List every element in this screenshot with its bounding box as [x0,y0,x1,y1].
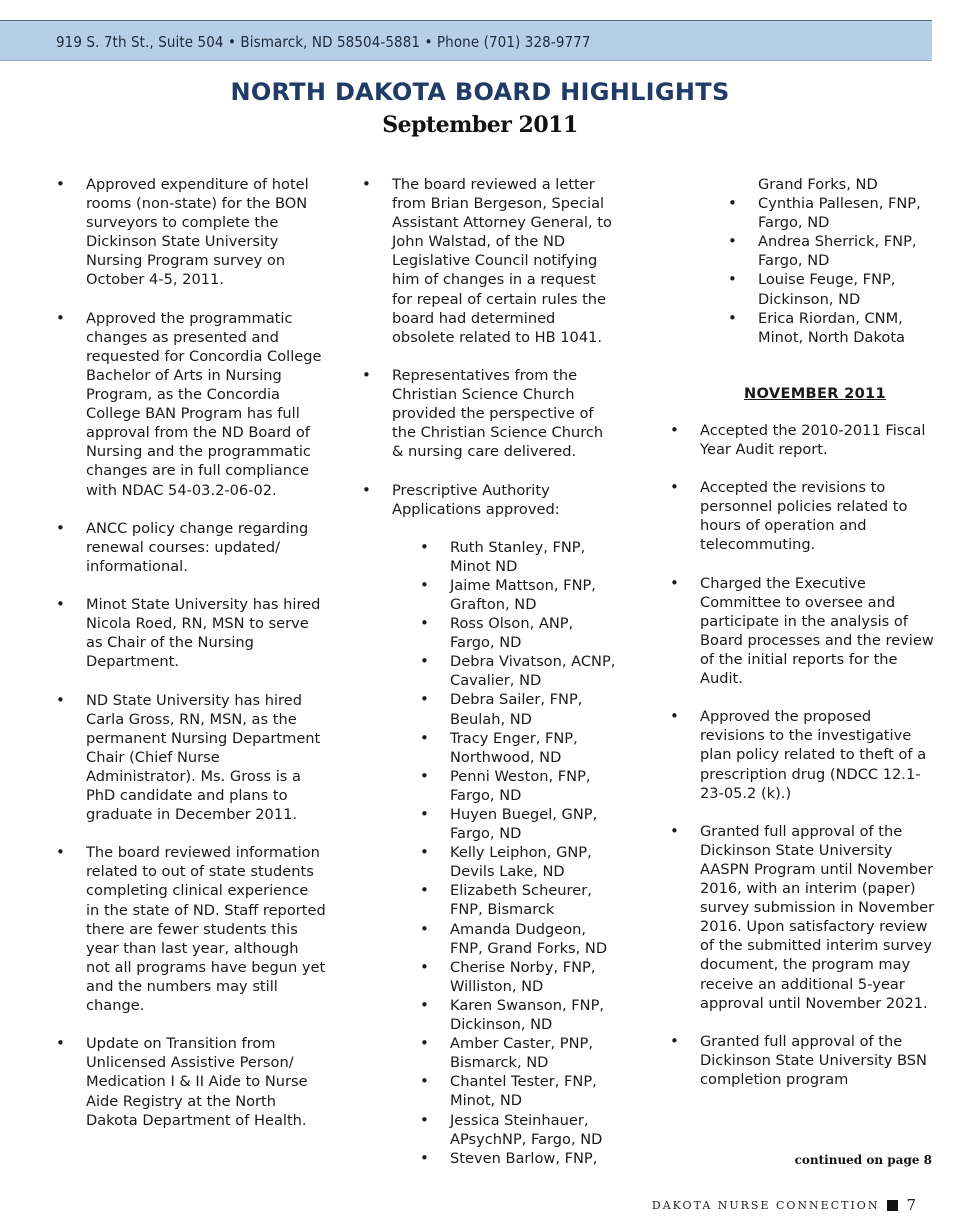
square-icon [887,1200,898,1211]
approval-item: • Ross Olson, ANP, Fargo, ND [420,614,617,652]
approval-item: • Jaime Mattson, FNP, Grafton, ND [420,576,617,614]
list-item [362,481,617,1168]
page-subtitle: September 2011 [382,112,578,138]
approval-item: • Karen Swanson, FNP, Dickinson, ND [420,996,617,1034]
approval-item: • Erica Riordan, CNM, Minot, North Dakota [728,309,940,347]
address-text: 919 S. 7th St., Suite 504 • Bismarck, ND 58504-5881 • Phone (701) 328-9777 [56,33,591,51]
list-item: • Charged the Executive Committee to oversee and participate in the analysis of Board processes and the review of the initial reports for the Audit. [670,574,940,689]
list-item: • Representatives from the Christian Science Church provided the perspective of the Christian Science Church & nursing care delivered. [362,366,617,461]
approval-item: • Huyen Buegel, GNP, Fargo, ND [420,805,617,843]
list-item: • Approved the programmatic changes as presented and requested for Concordia College Bachelor of Arts in Nursing Program, as the Concordia College BAN Program has full approval from the ND Board of Nursing and the programmatic changes are in full compliance with NDAC 54-03.2-06-02. [56,309,326,500]
list-item: • Granted full approval of the Dickinson State University BSN completion program [670,1032,940,1089]
list-item-text: Prescriptive Authority Applications approved: [392,481,560,518]
approval-item: • Andrea Sherrick, FNP, Fargo, ND [728,232,940,270]
list-item: • Update on Transition from Unlicensed Assistive Person/ Medication I & II Aide to Nurse Aide Registry at the North Dakota Department of Health. [56,1034,326,1129]
approval-item: • Jessica Steinhauer, APsychNP, Fargo, ND [420,1111,617,1149]
continued-note: continued on page 8 [794,1153,932,1167]
page-number: 7 [906,1196,916,1214]
approval-item: • Penni Weston, FNP, Fargo, ND [420,767,617,805]
publication-name: DAKOTA NURSE CONNECTION [651,1198,880,1212]
list-item: • The board reviewed a letter from Brian Bergeson, Special Assistant Attorney General, to John Walstad, of the ND Legislative Council notifying him of changes in a request for repeal of certain rules the board had determined obsolete related to HB 1041. [362,175,617,347]
approval-item: • Cynthia Pallesen, FNP, Fargo, ND [728,194,940,232]
list-item: • Granted full approval of the Dickinson State University AASPN Program until November 2016, with an interim (paper) survey submission in November 2016. Upon satisfactory review of the submitted interim survey document, the program may receive an additional 5-year approval until November 2021. [670,822,940,1013]
column-3 [670,175,940,1108]
approval-item: • Cherise Norby, FNP, Williston, ND [420,958,617,996]
approval-item: • Ruth Stanley, FNP, Minot ND [420,538,617,576]
list-item: • Approved expenditure of hotel rooms (non-state) for the BON surveyors to complete the Dickinson State University Nursing Program survey on October 4-5, 2011. [56,175,326,290]
approval-item: • Chantel Tester, FNP, Minot, ND [420,1072,617,1110]
list-item: • ANCC policy change regarding renewal courses: updated/ informational. [56,519,326,576]
approval-item: • Steven Barlow, FNP, [420,1149,617,1168]
approval-item: • Kelly Leiphon, GNP, Devils Lake, ND [420,843,617,881]
list-item: • Minot State University has hired Nicola Roed, RN, MSN to serve as Chair of the Nursing Department. [56,595,326,671]
approval-item: • Elizabeth Scheurer, FNP, Bismarck [420,881,617,919]
approval-item: • Tracy Enger, FNP, Northwood, ND [420,729,617,767]
approval-item: • Amber Caster, PNP, Bismarck, ND [420,1034,617,1072]
approval-item: Grand Forks, ND [758,176,878,193]
approval-item: • Debra Sailer, FNP, Beulah, ND [420,690,617,728]
list-item: • Accepted the revisions to personnel policies related to hours of operation and telecommuting. [670,478,940,554]
list-item: • ND State University has hired Carla Gross, RN, MSN, as the permanent Nursing Department Chair (Chief Nurse Administrator). Ms. Gross is a PhD candidate and plans to graduate in December 2011. [56,691,326,825]
approvals-list-continued [728,175,940,347]
approvals-list [420,538,617,1168]
column-2 [362,175,617,1168]
page-footer [652,1196,916,1214]
section-heading-november: NOVEMBER 2011 [744,384,886,402]
list-item: • Accepted the 2010-2011 Fiscal Year Audit report. [670,421,940,459]
approval-item: • Debra Vivatson, ACNP, Cavalier, ND [420,652,617,690]
list-item: • The board reviewed information related to out of state students completing clinical experience in the state of ND. Staff reported there are fewer students this year than last year, although not all programs have begun yet and the numbers may still change. [56,843,326,1015]
approval-item: • Amanda Dudgeon, FNP, Grand Forks, ND [420,920,617,958]
approval-item: • Louise Feuge, FNP, Dickinson, ND [728,270,940,308]
list-item: • Approved the proposed revisions to the investigative plan policy related to theft of a prescription drug (NDCC 12.1-23-05.2 (k).) [670,707,940,802]
column-1 [56,175,326,1149]
page-title: NORTH DAKOTA BOARD HIGHLIGHTS [230,78,730,106]
address-banner [0,21,932,61]
